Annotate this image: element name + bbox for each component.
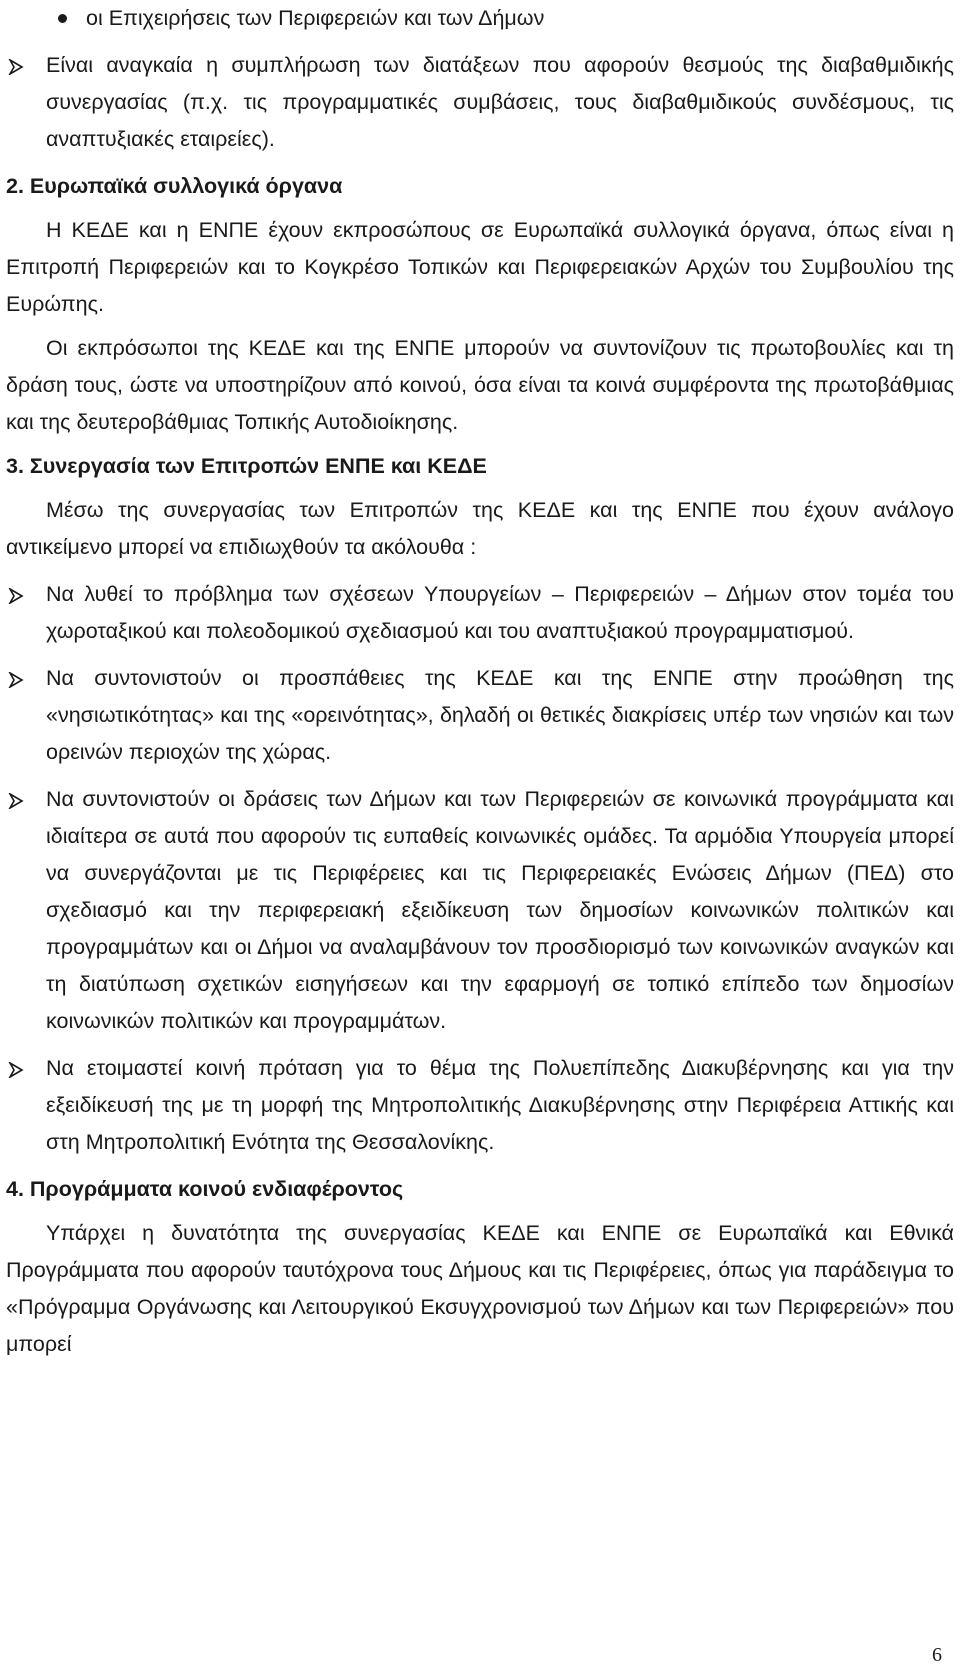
bullet-dot-icon xyxy=(58,14,67,23)
arrow-item-text: Να ετοιμαστεί κοινή πρόταση για το θέμα της Πολυεπίπεδης Διακυβέρνησης και για την εξειδίκευσή της με τη μορφή της Μητροπολιτικής Διακυβέρνησης στην Περιφέρεια Αττικής και στη Μητροπολιτική Ενότητα της Θεσσαλονίκης. xyxy=(46,1056,954,1154)
arrow-bullet-icon xyxy=(6,660,34,697)
section-2-paragraph-1: Η ΚΕΔΕ και η ΕΝΠΕ έχουν εκπροσώπους σε Ευρωπαϊκά συλλογικά όργανα, όπως είναι η Επιτροπή Περιφερειών και το Κογκρέσο Τοπικών και Περιφερειακών Αρχών του Συμβουλίου της Ευρώπης. xyxy=(6,218,954,316)
document-page xyxy=(6,0,954,1363)
bullet-item-text: οι Επιχειρήσεις των Περιφερειών και των Δήμων xyxy=(86,6,545,30)
page-number: 6 xyxy=(932,1644,942,1666)
section-4-heading: 4. Προγράμματα κοινού ενδιαφέροντος xyxy=(6,1177,404,1201)
section-3-heading: 3. Συνεργασία των Επιτροπών ΕΝΠΕ και ΚΕΔΕ xyxy=(6,454,487,478)
arrow-list-item xyxy=(6,660,954,771)
arrow-list-item xyxy=(6,781,954,1040)
arrow-list-item xyxy=(6,47,954,158)
arrow-bullet-icon xyxy=(6,576,34,613)
arrow-list-item xyxy=(6,1050,954,1161)
arrow-item-text: Είναι αναγκαία η συμπλήρωση των διατάξεων που αφορούν θεσμούς της διαβαθμιδικής συνεργασίας (π.χ. τις προγραμματικές συμβάσεις, τους διαβαθμιδικούς συνδέσμους, τις αναπτυξιακές εταιρείες). xyxy=(46,53,954,151)
arrow-item-text: Να συντονιστούν οι δράσεις των Δήμων και των Περιφερειών σε κοινωνικά προγράμματα και ιδιαίτερα σε αυτά που αφορούν τις ευπαθείς κοινωνικές ομάδες. Τα αρμόδια Υπουργεία μπορεί να συνεργάζονται με τις Περιφέρειες και τις Περιφερειακές Ενώσεις Δήμων (ΠΕΔ) στο σχεδιασμό και την περιφερειακή εξειδίκευση των δημοσίων κοινωνικών πολιτικών και προγραμμάτων και οι Δήμοι να αναλαμβάνουν τον προσδιορισμό των κοινωνικών αναγκών και τη διατύπωση σχετικών εισηγήσεων και την εφαρμογή σε τοπικό επίπεδο των δημοσίων κοινωνικών πολιτικών και προγραμμάτων. xyxy=(46,787,954,1033)
section-3-intro: Μέσω της συνεργασίας των Επιτροπών της ΚΕΔΕ και της ΕΝΠΕ που έχουν ανάλογο αντικείμενο μπορεί να επιδιωχθούν τα ακόλουθα : xyxy=(6,498,954,559)
section-2-paragraph-2: Οι εκπρόσωποι της ΚΕΔΕ και της ΕΝΠΕ μπορούν να συντονίζουν τις πρωτοβουλίες και τη δράση τους, ώστε να υποστηρίζουν από κοινού, όσα είναι τα κοινά συμφέροντα της πρωτοβάθμιας και της δευτεροβάθμιας Τοπικής Αυτοδιοίκησης. xyxy=(6,336,954,434)
arrow-item-text: Να συντονιστούν οι προσπάθειες της ΚΕΔΕ και της ΕΝΠΕ στην προώθηση της «νησιωτικότητας» και της «ορεινότητας», δηλαδή οι θετικές διακρίσεις υπέρ των νησιών και των ορεινών περιοχών της χώρας. xyxy=(46,666,954,764)
section-4-paragraph-1: Υπάρχει η δυνατότητα της συνεργασίας ΚΕΔΕ και ΕΝΠΕ σε Ευρωπαϊκά και Εθνικά Προγράμματα που αφορούν ταυτόχρονα τους Δήμους και τις Περιφέρειες, όπως για παράδειγμα το «Πρόγραμμα Οργάνωσης και Λειτουργικού Εκσυγχρονισμού των Δήμων και των Περιφερειών» που μπορεί xyxy=(6,1221,954,1356)
bullet-item xyxy=(6,0,954,37)
arrow-bullet-icon xyxy=(6,781,34,818)
arrow-bullet-icon xyxy=(6,47,34,84)
arrow-bullet-icon xyxy=(6,1050,34,1087)
section-2-heading: 2. Ευρωπαϊκά συλλογικά όργανα xyxy=(6,174,343,198)
arrow-item-text: Να λυθεί το πρόβλημα των σχέσεων Υπουργείων – Περιφερειών – Δήμων στον τομέα του χωροταξικού και πολεοδομικού σχεδιασμού και του αναπτυξιακού προγραμματισμού. xyxy=(46,582,954,643)
arrow-list-item xyxy=(6,576,954,650)
